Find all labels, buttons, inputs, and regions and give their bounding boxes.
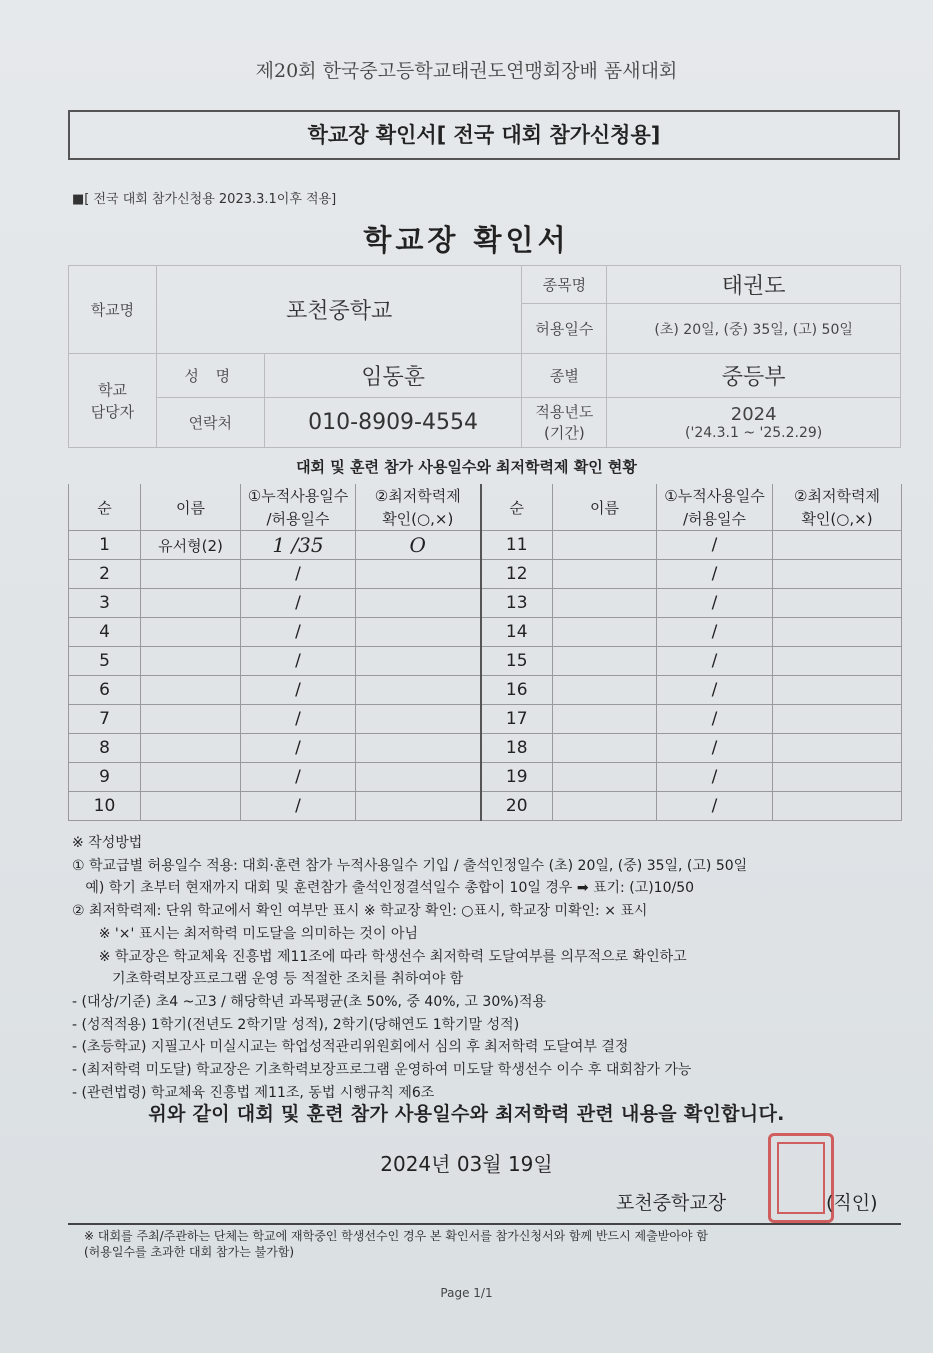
guide-line: ※ '×' 표시는 최저학력 미도달을 의미하는 것이 아님 xyxy=(72,925,418,942)
row-number: 7 xyxy=(69,705,141,734)
min-academic-check-cell xyxy=(356,734,481,763)
table-row xyxy=(69,705,902,734)
row-number: 4 xyxy=(69,618,141,647)
issue-date: 2024년 03월 19일 xyxy=(380,1152,553,1176)
min-academic-check-cell xyxy=(356,618,481,647)
name-value: 임동훈 xyxy=(264,354,522,398)
student-name-cell xyxy=(141,734,241,763)
min-academic-check-cell xyxy=(356,792,481,821)
guide-line: - (초등학교) 지필고사 미실시교는 학업성적관리위원회에서 심의 후 최저학력 도달여부 결정 xyxy=(72,1039,629,1056)
row-number: 18 xyxy=(481,734,553,763)
year-value: 2024 xyxy=(730,404,777,425)
cumulative-days-cell: / xyxy=(657,792,773,821)
min-academic-check-cell xyxy=(356,560,481,589)
cumulative-days-cell: / xyxy=(657,647,773,676)
student-name-cell xyxy=(553,560,657,589)
cumulative-days-cell: / xyxy=(241,734,356,763)
row-number: 20 xyxy=(481,792,553,821)
min-academic-check-cell xyxy=(773,705,902,734)
student-name-cell xyxy=(553,676,657,705)
manager-label: 학교 담당자 xyxy=(69,354,157,448)
student-name-cell xyxy=(553,531,657,560)
guide-line: ※ 작성방법 xyxy=(72,835,143,851)
name-label: 성 명 xyxy=(156,354,264,398)
min-academic-check-cell xyxy=(773,763,902,792)
header-no-2: 순 xyxy=(481,484,553,531)
table-row xyxy=(69,589,902,618)
row-number: 1 xyxy=(69,531,141,560)
table-row xyxy=(69,763,902,792)
header-min-2: 확인(○,×) xyxy=(356,506,481,531)
row-number: 13 xyxy=(481,589,553,618)
min-academic-check-cell xyxy=(773,618,902,647)
header-min-1b: ②최저학력제 xyxy=(773,484,902,506)
cumulative-days-cell: 1 /35 xyxy=(241,531,356,560)
min-academic-check-cell xyxy=(773,734,902,763)
applicability-note: ■[ 전국 대회 참가신청용 2023.3.1이후 적용] xyxy=(72,192,337,207)
division-label: 종별 xyxy=(522,354,607,398)
cumulative-days-cell: / xyxy=(657,531,773,560)
student-name-cell: 유서형(2) xyxy=(141,531,241,560)
min-academic-check-cell xyxy=(356,676,481,705)
header-cum-1b: ①누적사용일수 xyxy=(657,484,773,506)
header-cum-2: /허용일수 xyxy=(241,506,356,531)
header-min-2b: 확인(○,×) xyxy=(773,506,902,531)
cumulative-days-cell: / xyxy=(241,705,356,734)
cumulative-days-cell: / xyxy=(241,763,356,792)
row-number: 16 xyxy=(481,676,553,705)
student-name-cell xyxy=(141,589,241,618)
student-name-cell xyxy=(141,647,241,676)
contact-value: 010-8909-4554 xyxy=(264,398,522,448)
cumulative-days-cell: / xyxy=(241,618,356,647)
min-academic-check-cell xyxy=(773,792,902,821)
header-no: 순 xyxy=(69,484,141,531)
cumulative-days-cell: / xyxy=(657,763,773,792)
min-academic-check-cell xyxy=(773,560,902,589)
header-name: 이름 xyxy=(141,484,241,531)
page-number: Page 1/1 xyxy=(440,1286,493,1300)
student-name-cell xyxy=(553,647,657,676)
row-number: 12 xyxy=(481,560,553,589)
cumulative-days-cell: / xyxy=(657,705,773,734)
guide-line: - (관련법령) 학교체육 진흥법 제11조, 동법 시행규칙 제6조 xyxy=(72,1084,435,1101)
row-number: 17 xyxy=(481,705,553,734)
student-name-cell xyxy=(141,792,241,821)
min-academic-check-cell xyxy=(773,589,902,618)
student-name-cell xyxy=(141,560,241,589)
table-row xyxy=(69,734,902,763)
cumulative-days-cell: / xyxy=(657,560,773,589)
confirmation-statement: 위와 같이 대회 및 훈련 참가 사용일수와 최저학력 관련 내용을 확인합니다. xyxy=(148,1103,785,1125)
footnote-line-1: ※ 대회를 주최/주관하는 단체는 학교에 재학중인 학생선수인 경우 본 확인서를 참가신청서와 함께 반드시 제출받아야 함 xyxy=(84,1229,708,1243)
guide-line: - (대상/기준) 초4 ~고3 / 해당학년 과목평균(초 50%, 중 40%, 고 30%)적용 xyxy=(72,993,547,1010)
student-name-cell xyxy=(553,589,657,618)
min-academic-check-cell xyxy=(773,676,902,705)
period-value: ('24.3.1 ~ '25.2.29) xyxy=(685,425,823,441)
row-number: 10 xyxy=(69,792,141,821)
table-header-row xyxy=(69,484,902,506)
table-row xyxy=(69,531,902,560)
student-name-cell xyxy=(141,763,241,792)
min-academic-check-cell xyxy=(356,763,481,792)
cumulative-days-cell: / xyxy=(657,589,773,618)
form-title-box: 학교장 확인서[ 전국 대회 참가신청용] xyxy=(68,110,900,160)
row-number: 5 xyxy=(69,647,141,676)
cumulative-days-cell: / xyxy=(241,792,356,821)
row-number: 19 xyxy=(481,763,553,792)
guide-line: 예) 학기 초부터 현재까지 대회 및 훈련참가 출석인정결석일수 총합이 10일 경우 ➡ 표기: (고)10/50 xyxy=(72,880,695,897)
cumulative-days-cell: / xyxy=(241,676,356,705)
guide-line: - (성적적용) 1학기(전년도 2학기말 성적), 2학기(당해연도 1학기말 성적) xyxy=(72,1016,520,1033)
signer-name: 포천중학교장 xyxy=(616,1192,727,1214)
year-label: 적용년도 (기간) xyxy=(522,398,607,448)
division-value: 중등부 xyxy=(607,354,901,398)
school-label: 학교명 xyxy=(69,266,157,354)
year-cell xyxy=(607,398,901,448)
table-row xyxy=(69,792,902,821)
row-number: 15 xyxy=(481,647,553,676)
student-name-cell xyxy=(553,792,657,821)
row-number: 6 xyxy=(69,676,141,705)
table-row xyxy=(69,676,902,705)
min-academic-check-cell xyxy=(356,705,481,734)
document-title: 학교장 확인서 xyxy=(363,223,570,257)
guide-line: - (최저학력 미도달) 학교장은 기초학력보장프로그램 운영하여 미도달 학생선수 이수 후 대회참가 가능 xyxy=(72,1062,692,1079)
cumulative-days-cell: / xyxy=(241,589,356,618)
official-seal xyxy=(768,1133,834,1223)
school-value: 포천중학교 xyxy=(156,266,522,354)
header-min-1: ②최저학력제 xyxy=(356,484,481,506)
contact-label: 연락처 xyxy=(156,398,264,448)
row-number: 9 xyxy=(69,763,141,792)
row-number: 11 xyxy=(481,531,553,560)
footnote xyxy=(84,1228,904,1260)
header-name-2: 이름 xyxy=(553,484,657,531)
guide-line: ① 학교급별 허용일수 적용: 대회·훈련 참가 누적사용일수 기입 / 출석인정일수 (초) 20일, (중) 35일, (고) 50일 xyxy=(72,857,748,874)
cumulative-days-cell: / xyxy=(241,560,356,589)
header-cum-1: ①누적사용일수 xyxy=(241,484,356,506)
student-name-cell xyxy=(553,618,657,647)
cumulative-days-cell: / xyxy=(657,734,773,763)
header-cum-2b: /허용일수 xyxy=(657,506,773,531)
table-section-title: 대회 및 훈련 참가 사용일수와 최저학력제 확인 현황 xyxy=(296,458,637,476)
footer-divider xyxy=(68,1223,901,1225)
min-academic-check-cell xyxy=(773,531,902,560)
row-number: 8 xyxy=(69,734,141,763)
footnote-line-2: (허용일수를 초과한 대회 참가는 불가함) xyxy=(84,1245,295,1259)
seal-label: (직인) xyxy=(826,1192,878,1214)
allowed-days-value: (초) 20일, (중) 35일, (고) 50일 xyxy=(607,304,901,354)
guide-line: 기초학력보장프로그램 운영 등 적절한 조치를 취하여야 함 xyxy=(72,971,464,988)
usage-table xyxy=(68,484,902,821)
student-name-cell xyxy=(553,763,657,792)
min-academic-check-cell: O xyxy=(356,531,481,560)
table-row xyxy=(69,618,902,647)
row-number: 2 xyxy=(69,560,141,589)
writing-guide xyxy=(72,832,902,1104)
student-name-cell xyxy=(553,705,657,734)
table-row xyxy=(69,560,902,589)
school-info-table xyxy=(68,265,901,448)
cumulative-days-cell: / xyxy=(657,676,773,705)
table-row xyxy=(69,647,902,676)
min-academic-check-cell xyxy=(356,647,481,676)
student-name-cell xyxy=(553,734,657,763)
event-label: 종목명 xyxy=(522,266,607,304)
row-number: 3 xyxy=(69,589,141,618)
cumulative-days-cell: / xyxy=(657,618,773,647)
min-academic-check-cell xyxy=(773,647,902,676)
competition-title: 제20회 한국중고등학교태권도연맹회장배 품새대회 xyxy=(255,60,678,82)
guide-line: ※ 학교장은 학교체육 진흥법 제11조에 따라 학생선수 최저학력 도달여부를 의무적으로 확인하고 xyxy=(72,948,687,965)
student-name-cell xyxy=(141,618,241,647)
student-name-cell xyxy=(141,705,241,734)
guide-line: ② 최저학력제: 단위 학교에서 확인 여부만 표시 ※ 학교장 확인: ○표시, 학교장 미확인: × 표시 xyxy=(72,903,648,920)
allowed-days-label: 허용일수 xyxy=(522,304,607,354)
student-name-cell xyxy=(141,676,241,705)
event-value: 태권도 xyxy=(607,266,901,304)
cumulative-days-cell: / xyxy=(241,647,356,676)
row-number: 14 xyxy=(481,618,553,647)
min-academic-check-cell xyxy=(356,589,481,618)
